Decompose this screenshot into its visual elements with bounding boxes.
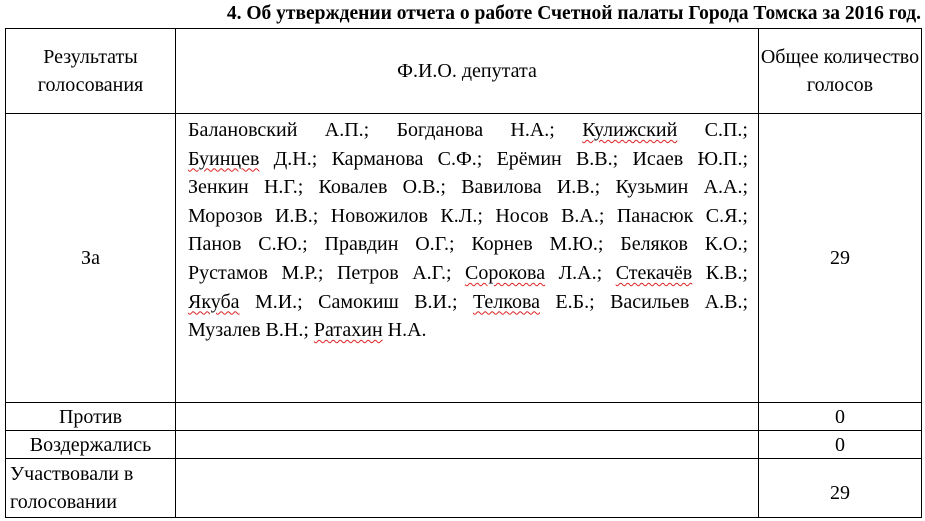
deputy-name: Ратахин Н.А. [313,319,427,342]
deputy-name: Ковалев О.В.; [318,176,446,199]
deputy-name: Балановский А.П.; [188,119,370,141]
header-total: Общее количество голосов [759,29,922,114]
table-row-against [6,403,922,431]
deputy-name: Носов В.А.; [495,204,605,227]
deputies-list-for [176,114,759,403]
deputy-name: Карманова С.Ф.; [331,147,483,170]
count-abstained: 0 [759,431,922,459]
table-header-row [6,29,922,114]
deputy-name: Кузьмин А.А.; [615,176,749,199]
deputy-name: Якуба М.И.; [188,290,303,313]
row-label-abstained: Воздержались [6,431,176,459]
deputy-name: Правдин О.Г.; [324,233,455,256]
deputy-name: Музалев В.Н.; [188,319,309,342]
count-against: 0 [759,403,922,431]
deputy-name: Телкова Е.Б.; [472,290,595,313]
deputy-name: Зенкин Н.Г.; [188,176,304,199]
voting-results-table [5,28,922,518]
deputy-name: Петров А.Г.; [336,261,452,284]
row-label-for: За [6,114,176,403]
deputy-name: Буинцев Д.Н.; [188,147,318,170]
deputy-name: Ерёмин В.В.; [496,147,619,170]
row-label-participated: Участвовали в голосовании [6,459,176,518]
deputy-name: Стекачёв К.В.; [615,261,748,284]
deputy-name: Исаев Ю.П.; [632,147,749,170]
header-results: Результаты голосования [6,29,176,114]
header-deputies: Ф.И.О. депутата [176,29,759,114]
count-for: 29 [759,114,922,403]
deputy-name: Кулижский С.П.; [582,119,748,141]
deputy-name: Васильев А.В.; [610,290,749,313]
deputy-name: Самокиш В.И.; [318,290,458,313]
deputy-name: Новожилов К.Л.; [330,204,483,227]
count-participated: 29 [759,459,922,518]
document-heading: 4. Об утверждении отчета о работе Счетной палаты Города Томска за 2016 год. [226,3,921,24]
table-row-abstained [6,431,922,459]
deputy-name: Панов С.Ю.; [188,233,308,256]
deputy-name: Рустамов М.Р.; [188,261,324,284]
table-row-for [6,114,922,403]
deputy-name: Вавилова И.В.; [461,176,601,199]
deputy-name: Сорокова Л.А.; [465,261,603,284]
deputy-name: Беляков К.О.; [620,233,749,256]
row-label-against: Против [6,403,176,431]
deputies-list-against [176,403,759,431]
table-row-participated [6,459,922,518]
deputy-name: Богданова Н.А.; [396,119,555,141]
deputies-list-abstained [176,431,759,459]
deputy-name: Панасюк С.Я.; [616,204,748,227]
deputies-list-participated [176,459,759,518]
deputy-name: Корнев М.Ю.; [471,233,604,256]
deputy-name: Морозов И.В.; [188,204,319,227]
